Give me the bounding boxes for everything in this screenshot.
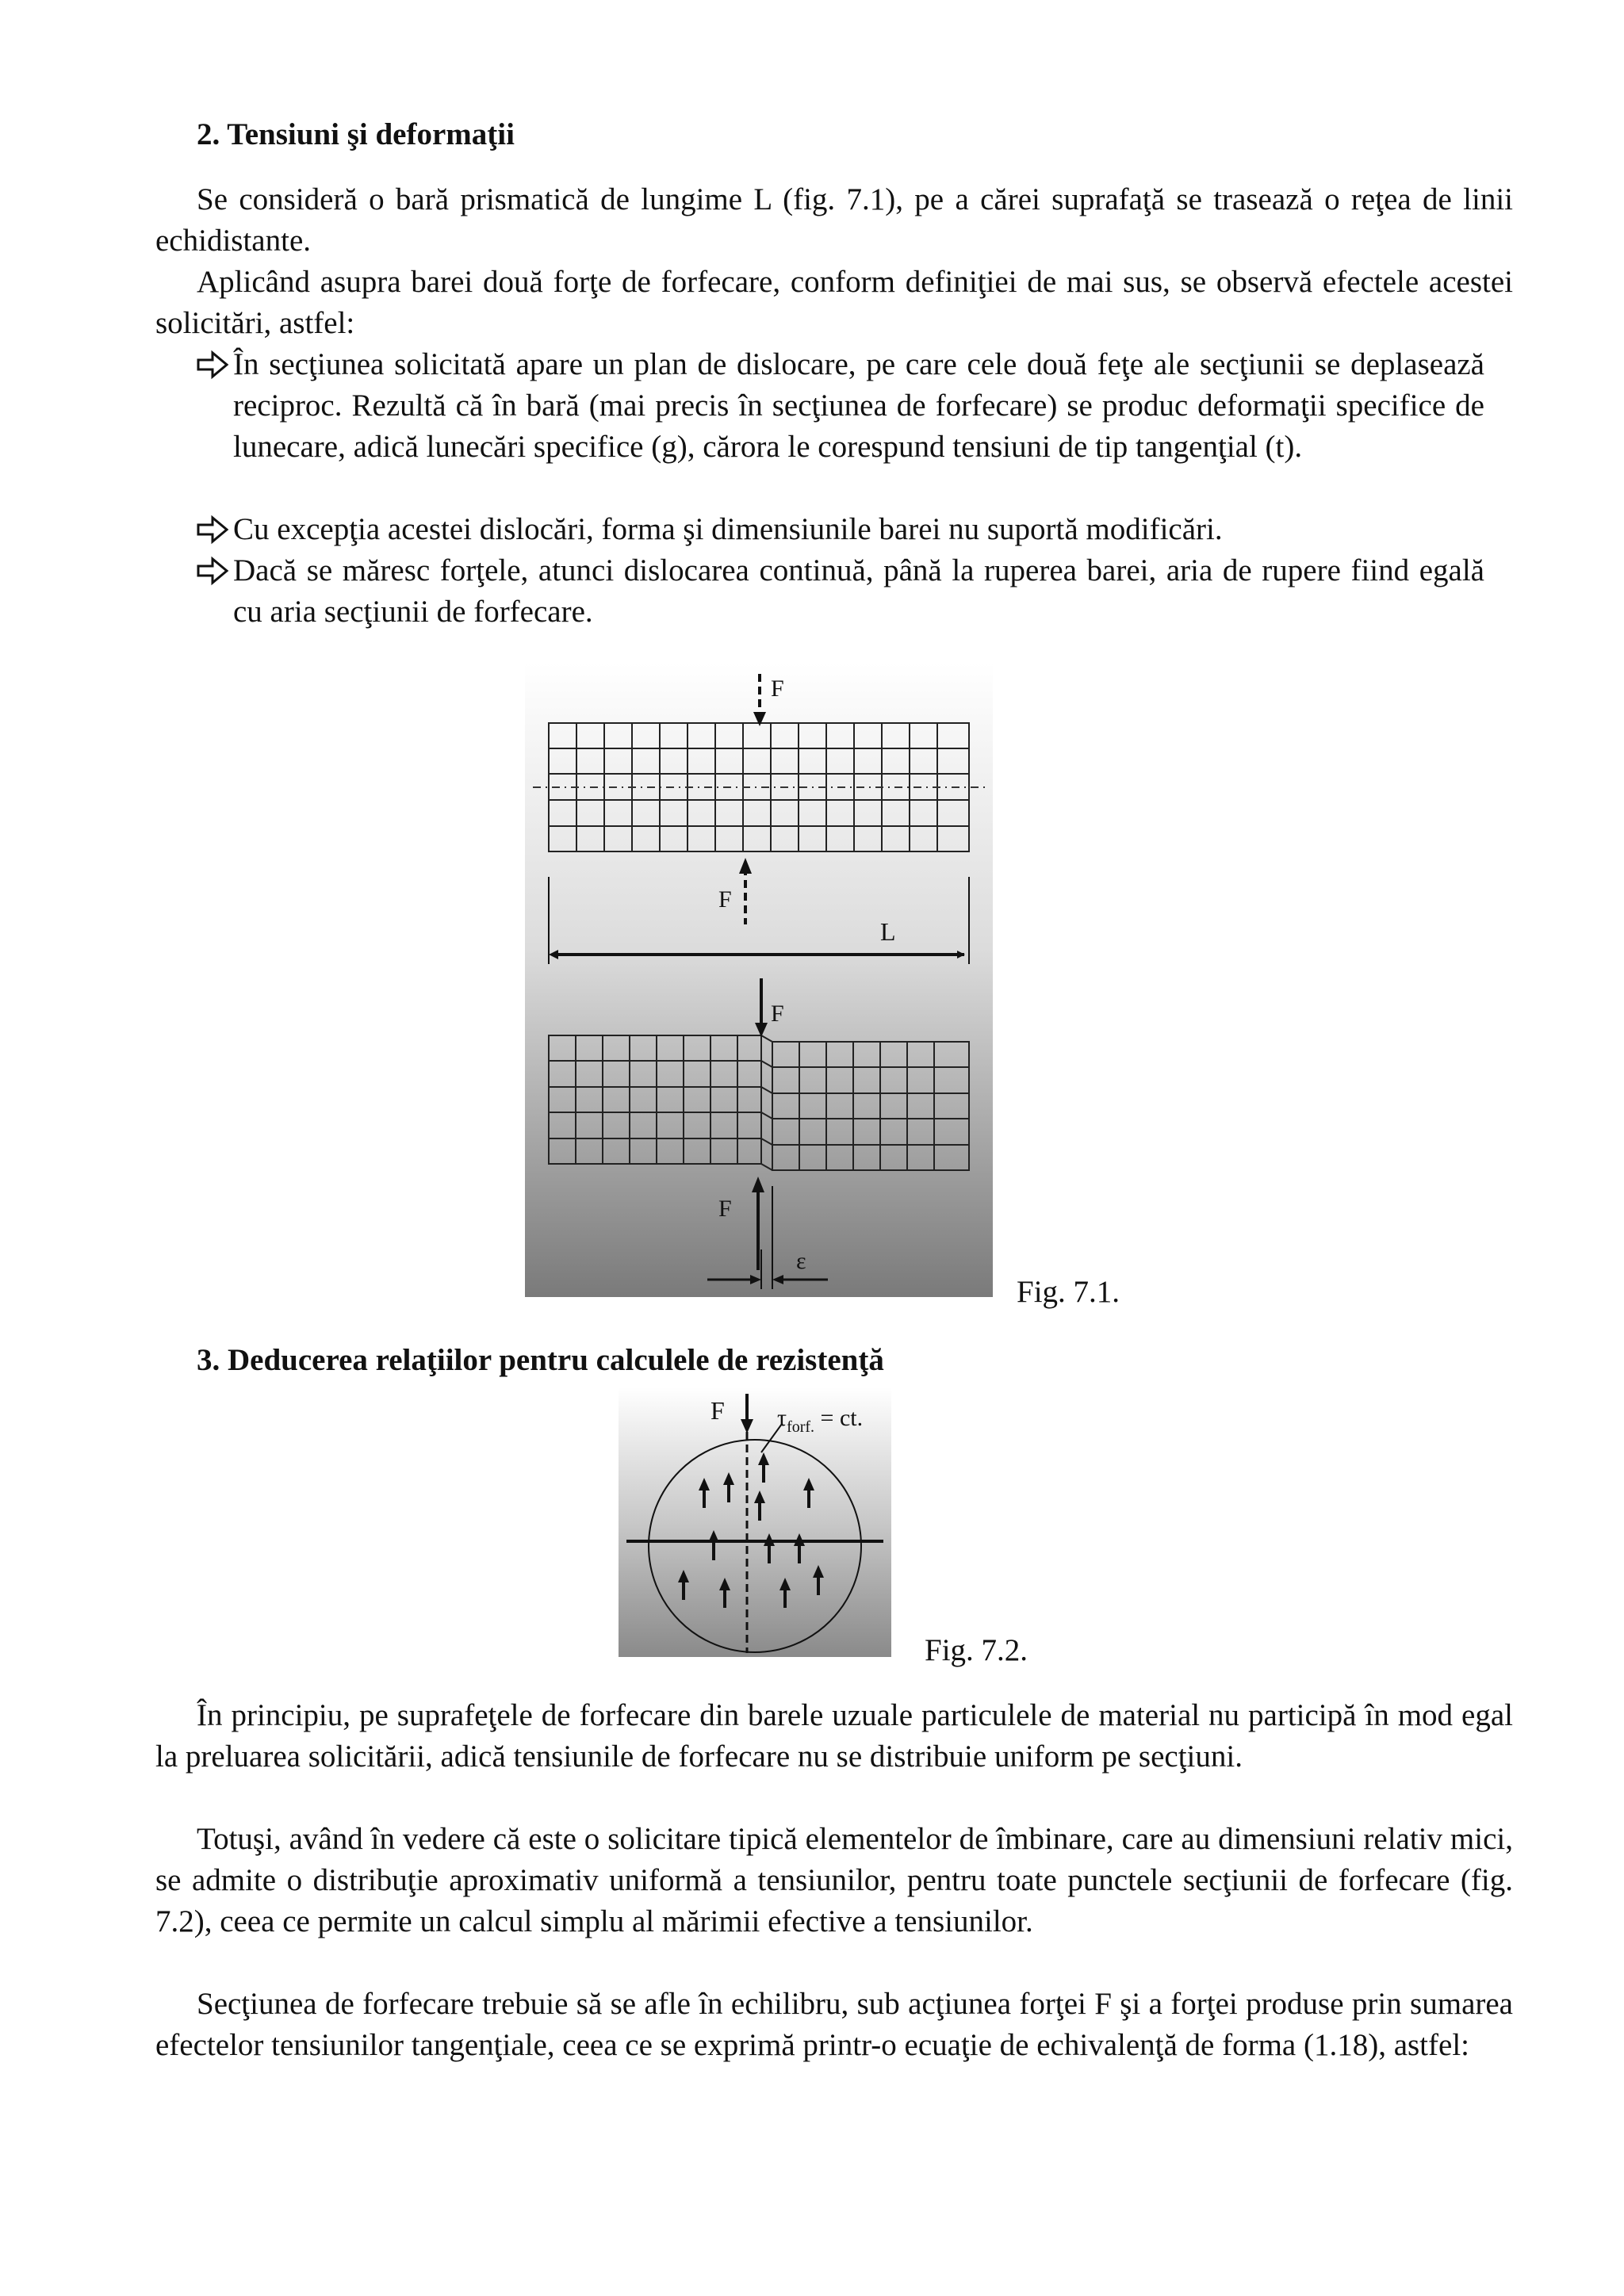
figure-7-2 [619,1387,891,1657]
hollow-arrow-icon [195,509,232,550]
force-label-F-lower-bottom: F [718,1196,732,1222]
force-label-F-top: F [771,675,784,702]
section-3-heading: 3. Deducerea relaţiilor pentru calculele de rezistenţă [197,1343,884,1377]
section-2-heading: 2. Tensiuni şi deformaţii [197,117,515,151]
paragraph-5: Secţiunea de forfecare trebuie să se afle în echilibru, sub acţiunea forţei F şi a forţei produse prin sumarea efectelor tensiunilor tangenţiale, ceea ce se exprimă printr-o ecuaţie de echivalenţă de forma (1.18), astfel: [155,1987,1513,2062]
length-label-L: L [880,917,896,946]
bullet-item-1 [195,344,1484,468]
stress-label-tau: $\tau_{forf.}$ = ct. [777,1405,864,1436]
figure-7-1-caption: Fig. 7.1. [1017,1275,1120,1309]
bullet-text-3: Dacă se măresc forţele, atunci dislocarea continuă, până la ruperea barei, aria de rupere fiind egală cu aria secţiunii de forfecare. [233,553,1484,629]
force-label-F: F [710,1396,725,1425]
paragraph-4: Totuşi, având în vedere că este o solicitare tipică elementelor de îmbinare, care au dimensiuni relativ mici, se admite o distribuţie aproximativ uniformă a tensiunilor, pentru toate punctele secţiunii de forfecare (fig. 7.2), ceea ce permite un calcul simplu al mărimii efective a tensiunilor. [155,1822,1513,1938]
bullet-text-2: Cu excepţia acestei dislocări, forma şi dimensiunile barei nu suportă modificări. [233,512,1223,546]
force-label-F-lower-top: F [771,1001,784,1027]
bullet-item-2 [195,509,1484,550]
displacement-label-epsilon: ε [796,1248,806,1274]
paragraph-2: Aplicând asupra barei două forţe de forfecare, conform definiţiei de mai sus, se observă efectele acestei solicitări, astfel: [155,265,1513,340]
bullet-item-3 [195,550,1484,633]
force-label-F-bottom: F [718,886,732,913]
hollow-arrow-icon [195,344,232,385]
hollow-arrow-icon [195,550,232,591]
paragraph-1: Se consideră o bară prismatică de lungime L (fig. 7.1), pe a cărei suprafaţă se trasează o reţea de linii echidistante. [155,182,1513,258]
bullet-text-1: În secţiunea solicitată apare un plan de dislocare, pe care cele două feţe ale secţiunii se deplasează reciproc. Rezultă că în bară (mai precis în secţiunea de forfecare) se produc deformaţii specifice de lunecare, adică lunecări specifice (g), cărora le corespund tensiuni de tip tangenţial (t). [233,347,1484,464]
figure-7-2-caption: Fig. 7.2. [925,1633,1028,1667]
paragraph-3: În principiu, pe suprafeţele de forfecare din barele uzuale particulele de material nu participă în mod egal la preluarea solicitării, adică tensiunile de forfecare nu se distribuie uniform pe secţiuni. [155,1698,1513,1774]
figure-7-1 [525,663,993,1297]
